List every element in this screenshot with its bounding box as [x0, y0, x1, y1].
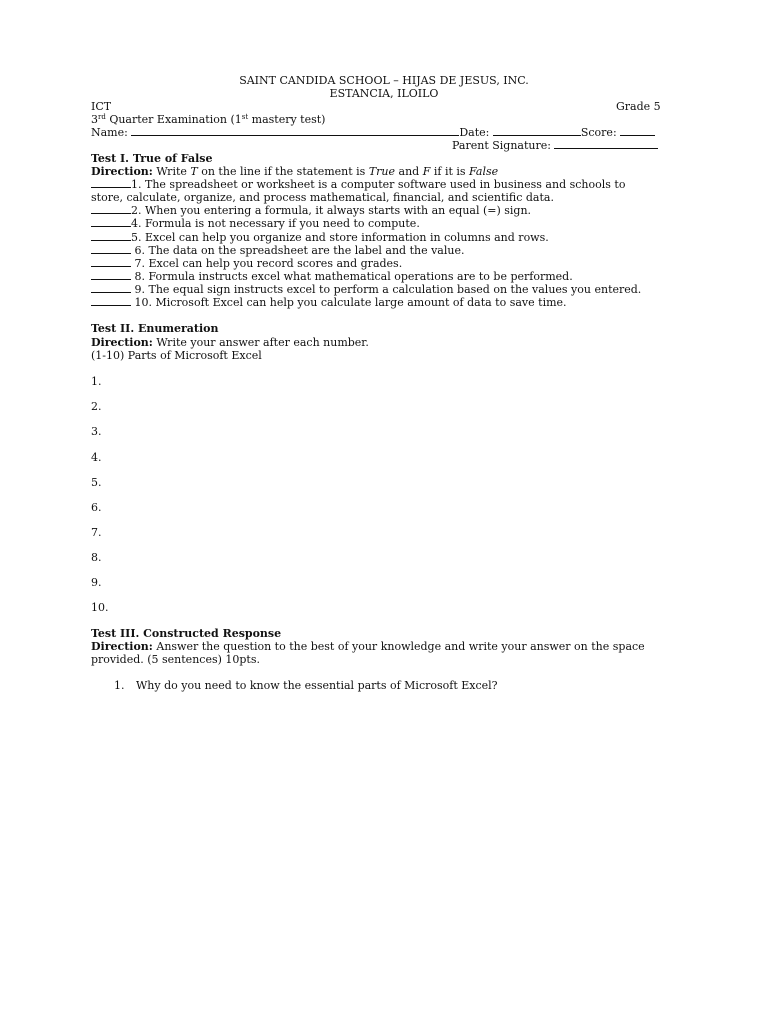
tf-item-9: 9. The equal sign instructs excel to perform a calculation based on the values you entered.: [91, 283, 641, 296]
enum-number-10: 10.: [91, 601, 109, 614]
enum-number-4: 4.: [91, 451, 102, 464]
enum-number-1: 1.: [91, 375, 102, 388]
enum-number-8: 8.: [91, 551, 102, 564]
score-blank[interactable]: [620, 126, 655, 136]
name-line: [91, 126, 655, 139]
test1-direction: Direction: Write T on the line if the statement is True and F if it is False: [91, 165, 499, 178]
tf-item-7: 7. Excel can help you record scores and grades.: [91, 257, 402, 270]
enum-number-5: 5.: [91, 476, 102, 489]
test3-direction-continued: provided. (5 sentences) 10pts.: [91, 653, 260, 666]
date-label: Date:: [459, 126, 490, 139]
name-blank[interactable]: [131, 126, 459, 136]
answer-blank[interactable]: [91, 231, 131, 241]
answer-blank[interactable]: [91, 270, 131, 280]
tf-item-6: 6. The data on the spreadsheet are the label and the value.: [91, 244, 464, 257]
answer-blank[interactable]: [91, 283, 131, 293]
test3-title: Test III. Constructed Response: [91, 627, 282, 640]
signature-label: Parent Signature:: [452, 139, 551, 152]
enum-number-7: 7.: [91, 526, 102, 539]
test2-direction: Direction: Write your answer after each number.: [91, 336, 369, 349]
test3-direction: Direction: Answer the question to the best of your knowledge and write your answer on the space: [91, 640, 645, 653]
tf-item-2: 2. When you entering a formula, it always starts with an equal (=) sign.: [91, 204, 531, 217]
test1-title: Test I. True of False: [91, 152, 213, 165]
subject-label: ICT: [91, 100, 112, 113]
exam-title: 3rd Quarter Examination (1st mastery test): [91, 113, 326, 126]
question-text: Why do you need to know the essential parts of Microsoft Excel?: [136, 679, 498, 692]
tf-item-1: 1. The spreadsheet or worksheet is a computer software used in business and schools to: [91, 178, 625, 191]
school-name: SAINT CANDIDA SCHOOL – HIJAS DE JESUS, INC.: [239, 74, 529, 87]
enum-number-3: 3.: [91, 425, 102, 438]
answer-blank[interactable]: [91, 257, 131, 267]
tf-item-5: 5. Excel can help you organize and store information in columns and rows.: [91, 231, 549, 244]
enum-number-9: 9.: [91, 576, 102, 589]
signature-line: [452, 139, 658, 152]
grade-label: Grade 5: [616, 100, 661, 113]
signature-blank[interactable]: [554, 139, 658, 149]
tf-item-1-continued: store, calculate, organize, and process mathematical, financial, and scientific data.: [91, 191, 554, 204]
enum-number-2: 2.: [91, 400, 102, 413]
test2-title: Test II. Enumeration: [91, 322, 219, 335]
answer-blank[interactable]: [91, 296, 131, 306]
name-label: Name:: [91, 126, 128, 139]
answer-blank[interactable]: [91, 217, 131, 227]
tf-item-4: 4. Formula is not necessary if you need to compute.: [91, 217, 420, 230]
date-blank[interactable]: [493, 126, 581, 136]
school-location: ESTANCIA, ILOILO: [329, 87, 439, 100]
answer-blank[interactable]: [91, 178, 131, 188]
answer-blank[interactable]: [91, 204, 131, 214]
score-label: Score:: [580, 126, 617, 139]
tf-item-10: 10. Microsoft Excel can help you calculate large amount of data to save time.: [91, 296, 567, 309]
enum-number-6: 6.: [91, 501, 102, 514]
answer-blank[interactable]: [91, 244, 131, 254]
tf-item-8: 8. Formula instructs excel what mathematical operations are to be performed.: [91, 270, 573, 283]
test2-subtitle: (1-10) Parts of Microsoft Excel: [91, 349, 262, 362]
question-number: 1.: [114, 679, 125, 692]
